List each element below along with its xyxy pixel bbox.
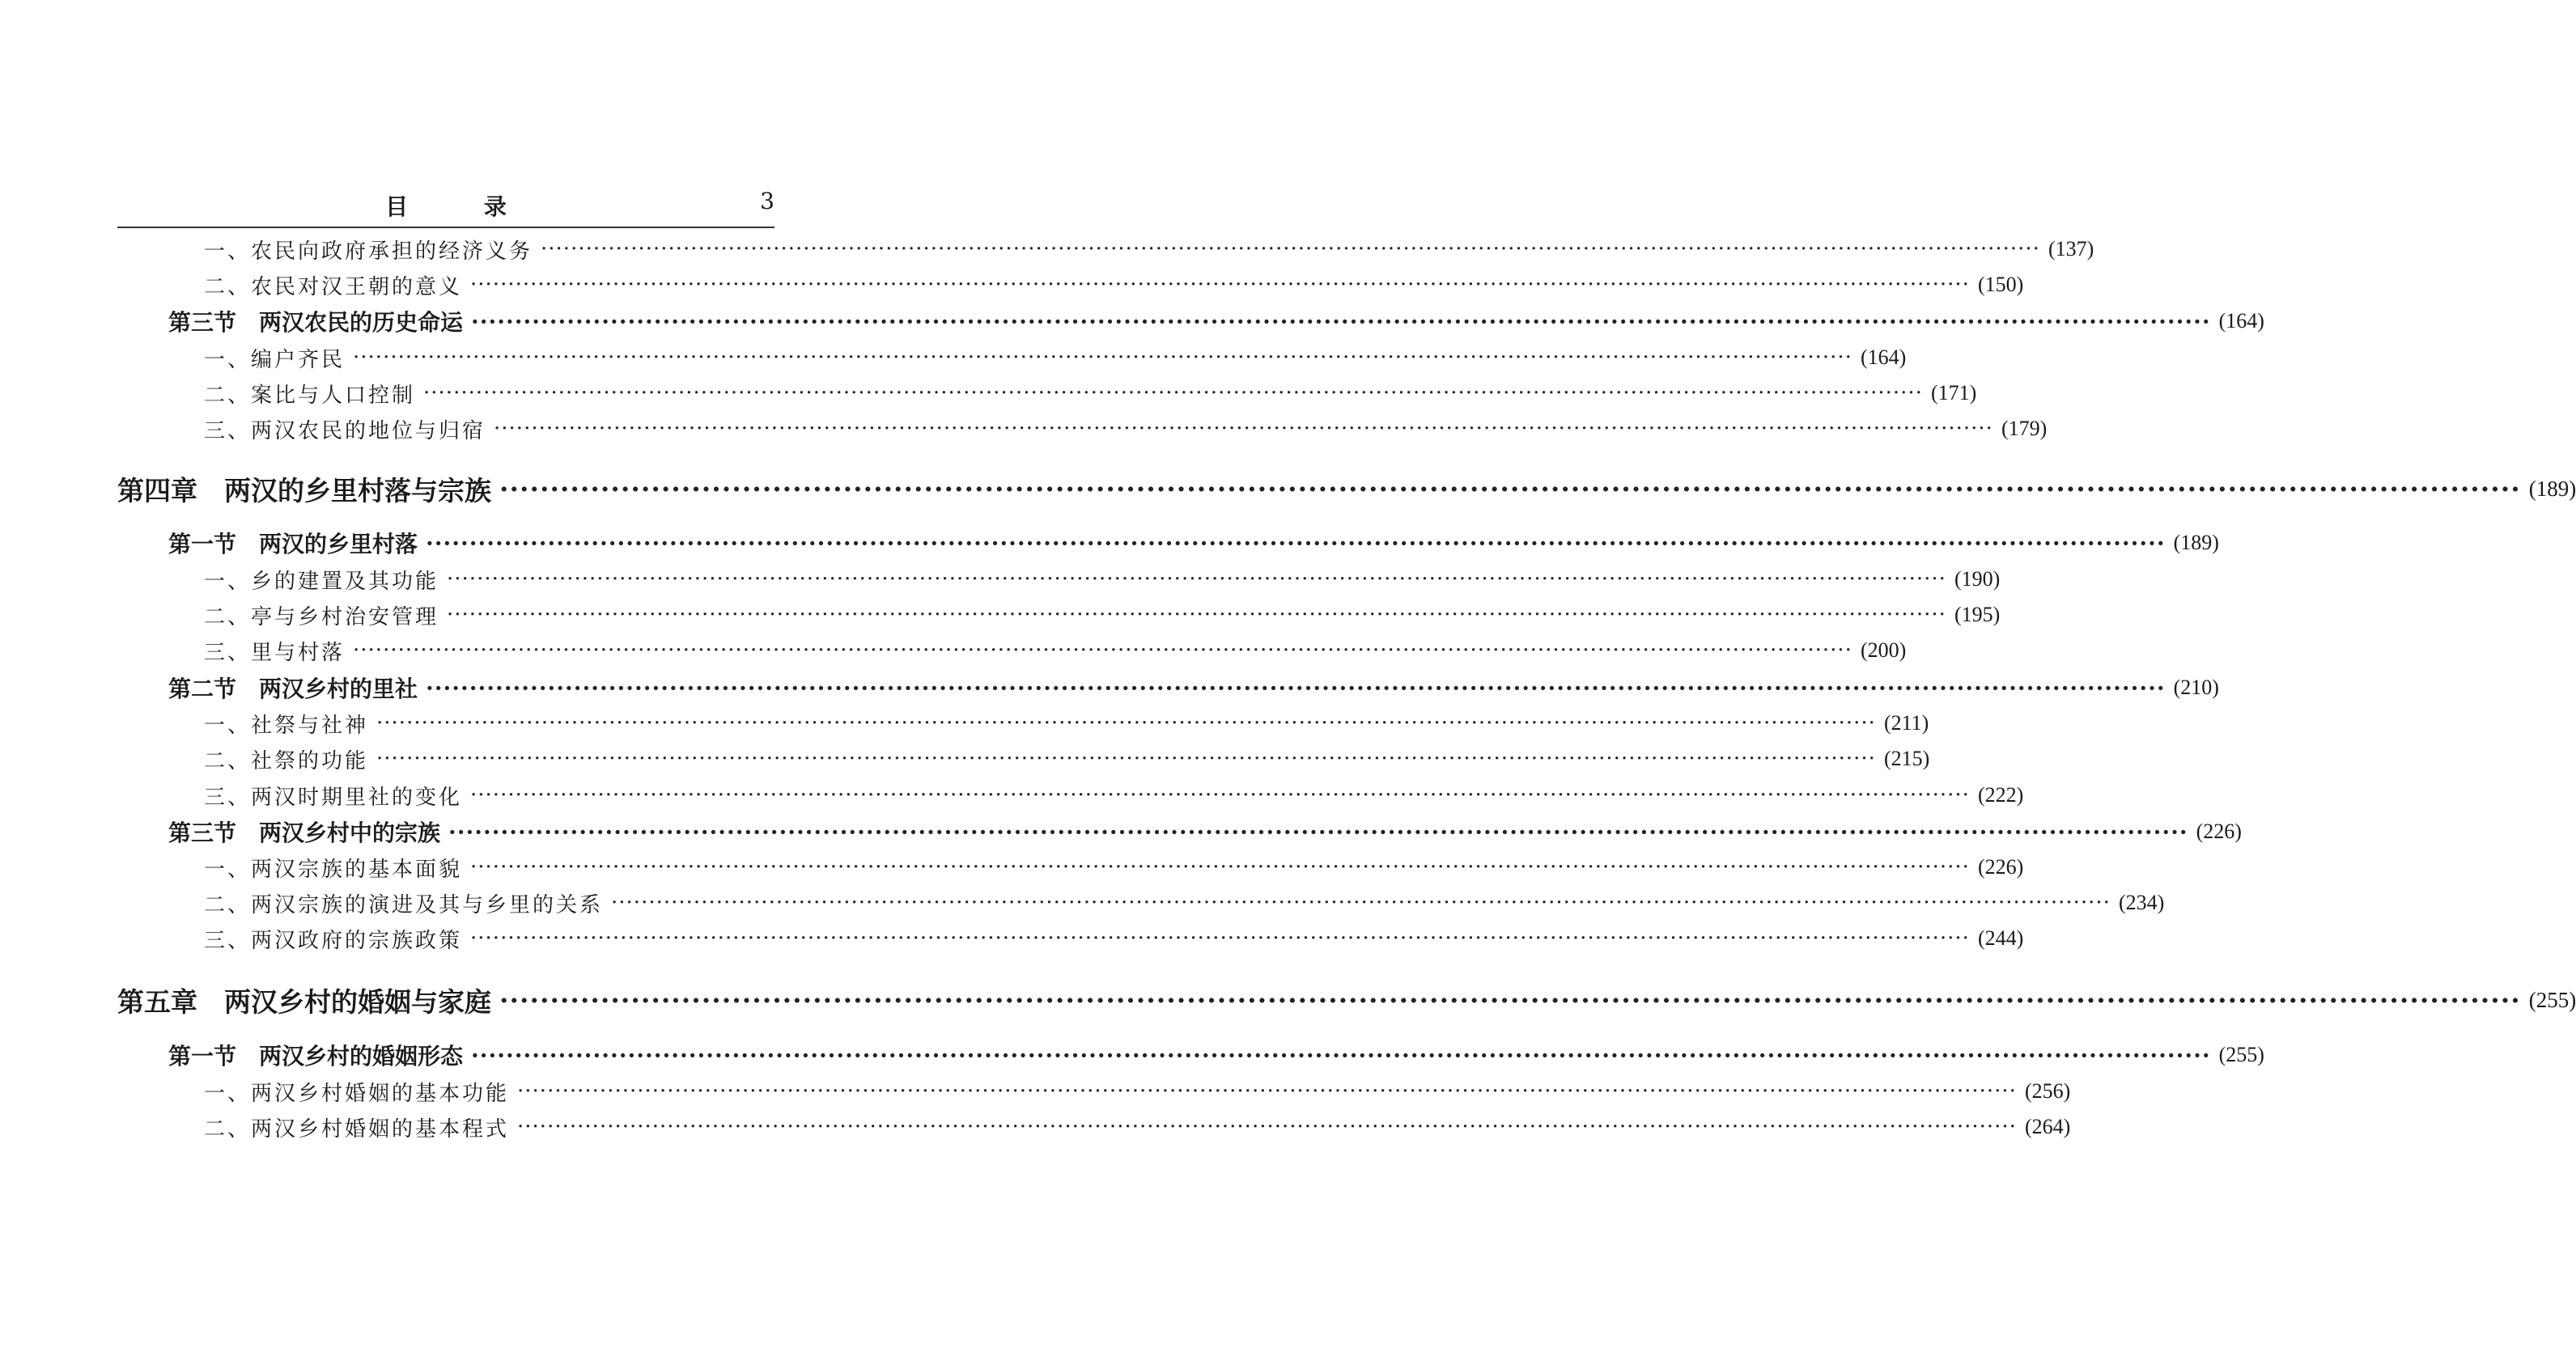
dot-leader: ········································································································································································································ (470, 926, 1970, 951)
toc-entry-page: (226) (2196, 820, 2242, 843)
toc-entry-item (204, 233, 2094, 265)
toc-entry-page: (150) (1977, 273, 2024, 296)
toc-entry-page: (179) (2001, 417, 2048, 440)
toc-entry-title: 第三节 两汉乡村中的宗族 (168, 820, 441, 846)
toc-entry-page: (226) (1977, 855, 2024, 879)
toc-entry-page: (211) (1883, 711, 1929, 735)
toc-entry-title: 第三节 两汉农民的历史命运 (168, 309, 464, 336)
toc-entry-title: 一、编户齐民 (204, 347, 346, 372)
toc-entry-page: (234) (2118, 891, 2165, 914)
dot-leader: ········································································································································································································ (517, 1115, 2017, 1139)
toc-entry-page: (244) (1977, 926, 2024, 950)
toc-entry-title: 一、社祭与社神 (204, 713, 369, 738)
toc-entry-title: 一、两汉乡村婚姻的基本功能 (204, 1081, 510, 1106)
header-title: 目 录 (385, 193, 541, 220)
toc-entry-item (204, 563, 2001, 595)
toc-entry-section (168, 816, 2242, 848)
dot-leader: ········································································································································································································ (471, 307, 2211, 335)
toc-entry-item (204, 1111, 2071, 1143)
toc-entry-item (204, 707, 1929, 739)
dot-leader: ········································································································································································································ (499, 984, 2521, 1016)
toc-entry-item (204, 599, 2001, 631)
dot-leader: ········································································································································································································ (448, 818, 2188, 845)
header-page-number: 3 (760, 188, 774, 214)
toc-entry-page: (190) (1954, 567, 2001, 591)
dot-leader: ········································································································································································································ (470, 783, 1970, 807)
toc-entry-title: 三、里与村落 (204, 640, 346, 665)
toc-entry-page: (255) (2218, 1043, 2264, 1066)
toc-entry-title: 二、农民对汉王朝的意义 (204, 274, 463, 299)
dot-leader: ········································································································································································································ (471, 1041, 2211, 1069)
toc-entry-item (204, 779, 2024, 811)
toc-entry-page: (189) (2173, 531, 2219, 554)
toc-entry-item (204, 377, 1977, 409)
dot-leader: ········································································································································································································ (494, 417, 1993, 441)
dot-leader: ········································································································································································································ (447, 567, 1946, 591)
toc-entry-title: 第二节 两汉乡村的里社 (168, 676, 418, 702)
toc-entry-title: 三、两汉农民的地位与归宿 (204, 418, 486, 443)
dot-leader: ········································································································································································································ (541, 237, 2040, 261)
toc-entry-item (204, 634, 1907, 667)
toc-entry-chapter (117, 981, 2576, 1019)
dot-leader: ········································································································································································································ (426, 674, 2166, 701)
toc-entry-section (168, 527, 2219, 559)
running-header (117, 183, 774, 223)
toc-entry-item (204, 743, 1930, 775)
toc-entry-item (204, 341, 1907, 374)
dot-leader: ········································································································································································································ (376, 747, 1876, 771)
toc-entry-title: 二、两汉宗族的演进及其与乡里的关系 (204, 892, 604, 917)
dot-leader: ········································································································································································································ (353, 345, 1852, 370)
toc-entry-title: 一、农民向政府承担的经济义务 (204, 239, 533, 264)
toc-entry-item (204, 269, 2024, 301)
dot-leader: ········································································································································································································ (470, 855, 1970, 879)
toc-entry-title: 二、社祭的功能 (204, 748, 369, 773)
dot-leader: ········································································································································································································ (517, 1079, 2017, 1104)
dot-leader: ········································································································································································································ (447, 603, 1946, 627)
toc-entry-title: 三、两汉政府的宗族政策 (204, 928, 463, 953)
toc-entry-title: 第一节 两汉乡村的婚姻形态 (168, 1043, 464, 1070)
dot-leader: ········································································································································································································ (426, 529, 2166, 557)
toc-entry-page: (164) (1860, 345, 1907, 369)
toc-entry-title: 三、两汉时期里社的变化 (204, 785, 463, 810)
dot-leader: ········································································································································································································ (611, 891, 2111, 915)
toc-entry-item (204, 1075, 2071, 1108)
toc-entry-title: 二、亭与乡村治安管理 (204, 604, 439, 629)
toc-entry-item (204, 851, 2024, 883)
toc-entry-page: (189) (2528, 476, 2576, 501)
toc-entry-item (204, 413, 2048, 445)
toc-entry-page: (264) (2024, 1115, 2071, 1138)
toc-entry-title: 第四章 两汉的乡里村落与宗族 (117, 474, 491, 506)
toc-entry-item (204, 887, 2165, 919)
dot-leader: ········································································································································································································ (353, 638, 1852, 663)
dot-leader: ········································································································································································································ (376, 711, 1876, 735)
dot-leader: ········································································································································································································ (423, 381, 1923, 405)
toc-entry-page: (164) (2218, 309, 2264, 333)
toc-entry-title: 二、案比与人口控制 (204, 383, 416, 408)
toc-entry-title: 第一节 两汉的乡里村落 (168, 531, 418, 557)
toc-entry-section (168, 672, 2219, 704)
toc-entry-item (204, 922, 2024, 955)
toc-entry-section (168, 1039, 2264, 1071)
toc-entry-title: 第五章 两汉乡村的婚姻与家庭 (117, 985, 491, 1018)
toc-entry-title: 一、两汉宗族的基本面貌 (204, 857, 463, 882)
toc-entry-page: (215) (1883, 747, 1930, 770)
toc-entry-page: (222) (1977, 783, 2024, 807)
toc-entry-page: (195) (1954, 603, 2001, 626)
toc-entry-page: (256) (2024, 1079, 2071, 1103)
toc-entry-chapter (117, 469, 2576, 508)
dot-leader: ········································································································································································································ (499, 472, 2521, 505)
toc-entry-title: 二、两汉乡村婚姻的基本程式 (204, 1116, 510, 1142)
toc-entry-title: 一、乡的建置及其功能 (204, 569, 439, 594)
toc-entry-section (168, 305, 2264, 337)
dot-leader: ········································································································································································································ (470, 273, 1970, 297)
header-rule (117, 227, 774, 228)
toc-entry-page: (210) (2173, 676, 2219, 699)
toc-entry-page: (200) (1860, 638, 1907, 662)
toc-entry-page: (137) (2048, 237, 2094, 261)
toc-entry-page: (255) (2528, 987, 2576, 1012)
toc-entry-page: (171) (1930, 381, 1977, 405)
